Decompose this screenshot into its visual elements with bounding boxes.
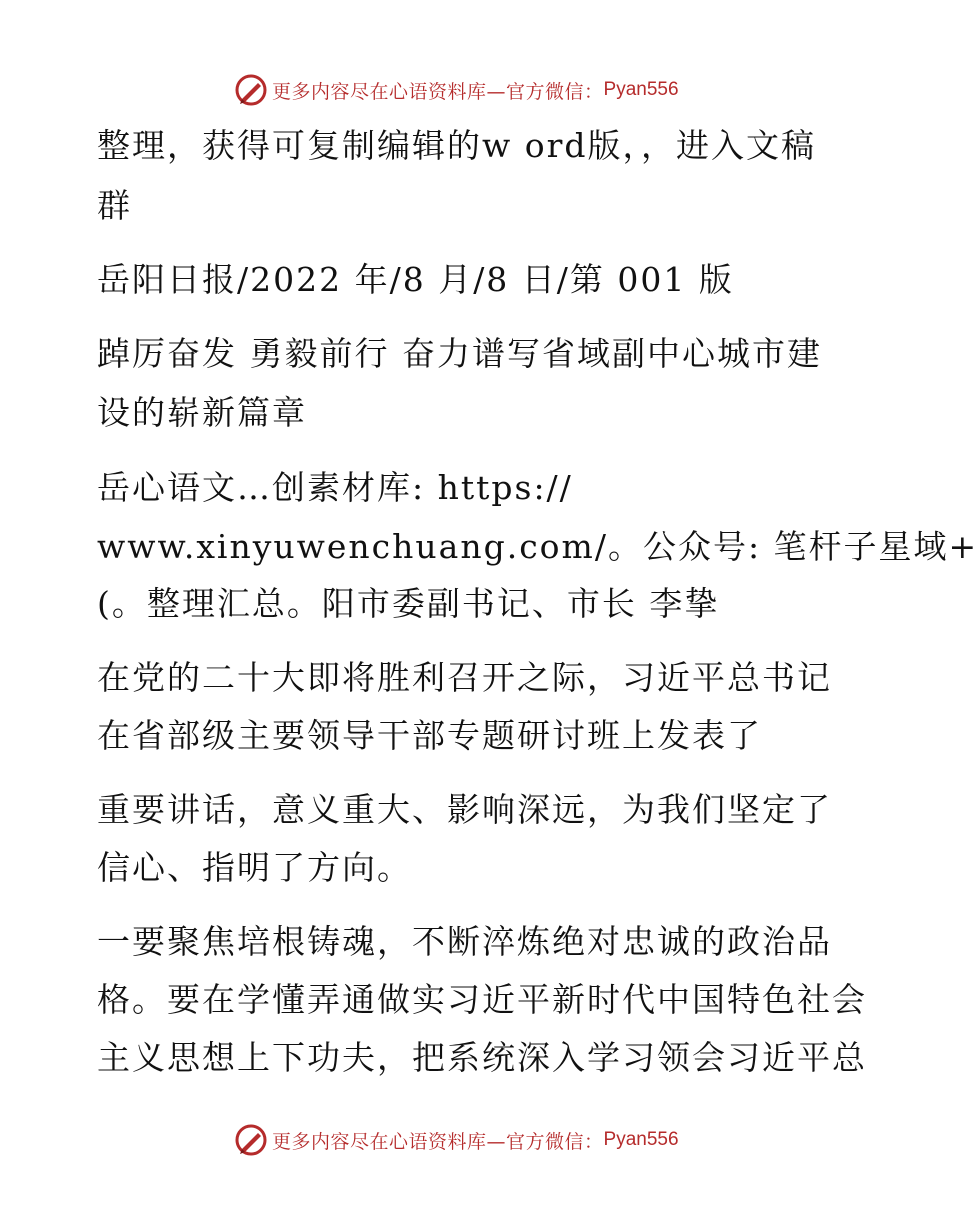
text-line: www.xinyuwenchuang.com/。公众号: 笔杆子星域+ [97, 527, 978, 566]
watermark-text: 更多内容尽在心语资料库—官方微信： [272, 80, 604, 103]
text-line: 信心、指明了方向。 [97, 848, 412, 887]
watermark-banner-bottom [234, 1122, 679, 1158]
text-line: 整理，获得可复制编辑的w ord版，，进入文稿 [97, 126, 817, 165]
watermark-text: 更多内容尽在心语资料库—官方微信： [272, 1130, 604, 1153]
text-line: 踔厉奋发 勇毅前行 奋力谱写省域副中心城市建 [97, 334, 822, 373]
pen-logo-icon [234, 73, 268, 107]
text-line: 一要聚焦培根铸魂，不断淬炼绝对忠诚的政治品 [97, 922, 832, 961]
text-line: 重要讲话，意义重大、影响深远，为我们坚定了 [97, 790, 832, 829]
text-line: 设的崭新篇章 [97, 393, 307, 432]
text-line: 主义思想上下功夫，把系统深入学习领会习近平总 [97, 1038, 867, 1077]
text-line: 在党的二十大即将胜利召开之际，习近平总书记 [97, 658, 832, 697]
text-line: 在省部级主要领导干部专题研讨班上发表了 [97, 716, 762, 755]
text-line: 岳心语文…创素材库: https:// [97, 468, 573, 507]
text-line: (。整理汇总。阳市委副书记、市长 李挚 [97, 584, 720, 623]
pen-logo-icon [234, 1123, 268, 1157]
text-line: 群 [97, 186, 132, 225]
text-line: 格。要在学懂弄通做实习近平新时代中国特色社会 [97, 980, 867, 1019]
watermark-banner-top [234, 72, 679, 108]
watermark-wechat-id: Pyan556 [603, 1129, 679, 1150]
text-line: 岳阳日报/2022 年/8 月/8 日/第 001 版 [97, 260, 734, 299]
watermark-wechat-id: Pyan556 [603, 79, 679, 100]
